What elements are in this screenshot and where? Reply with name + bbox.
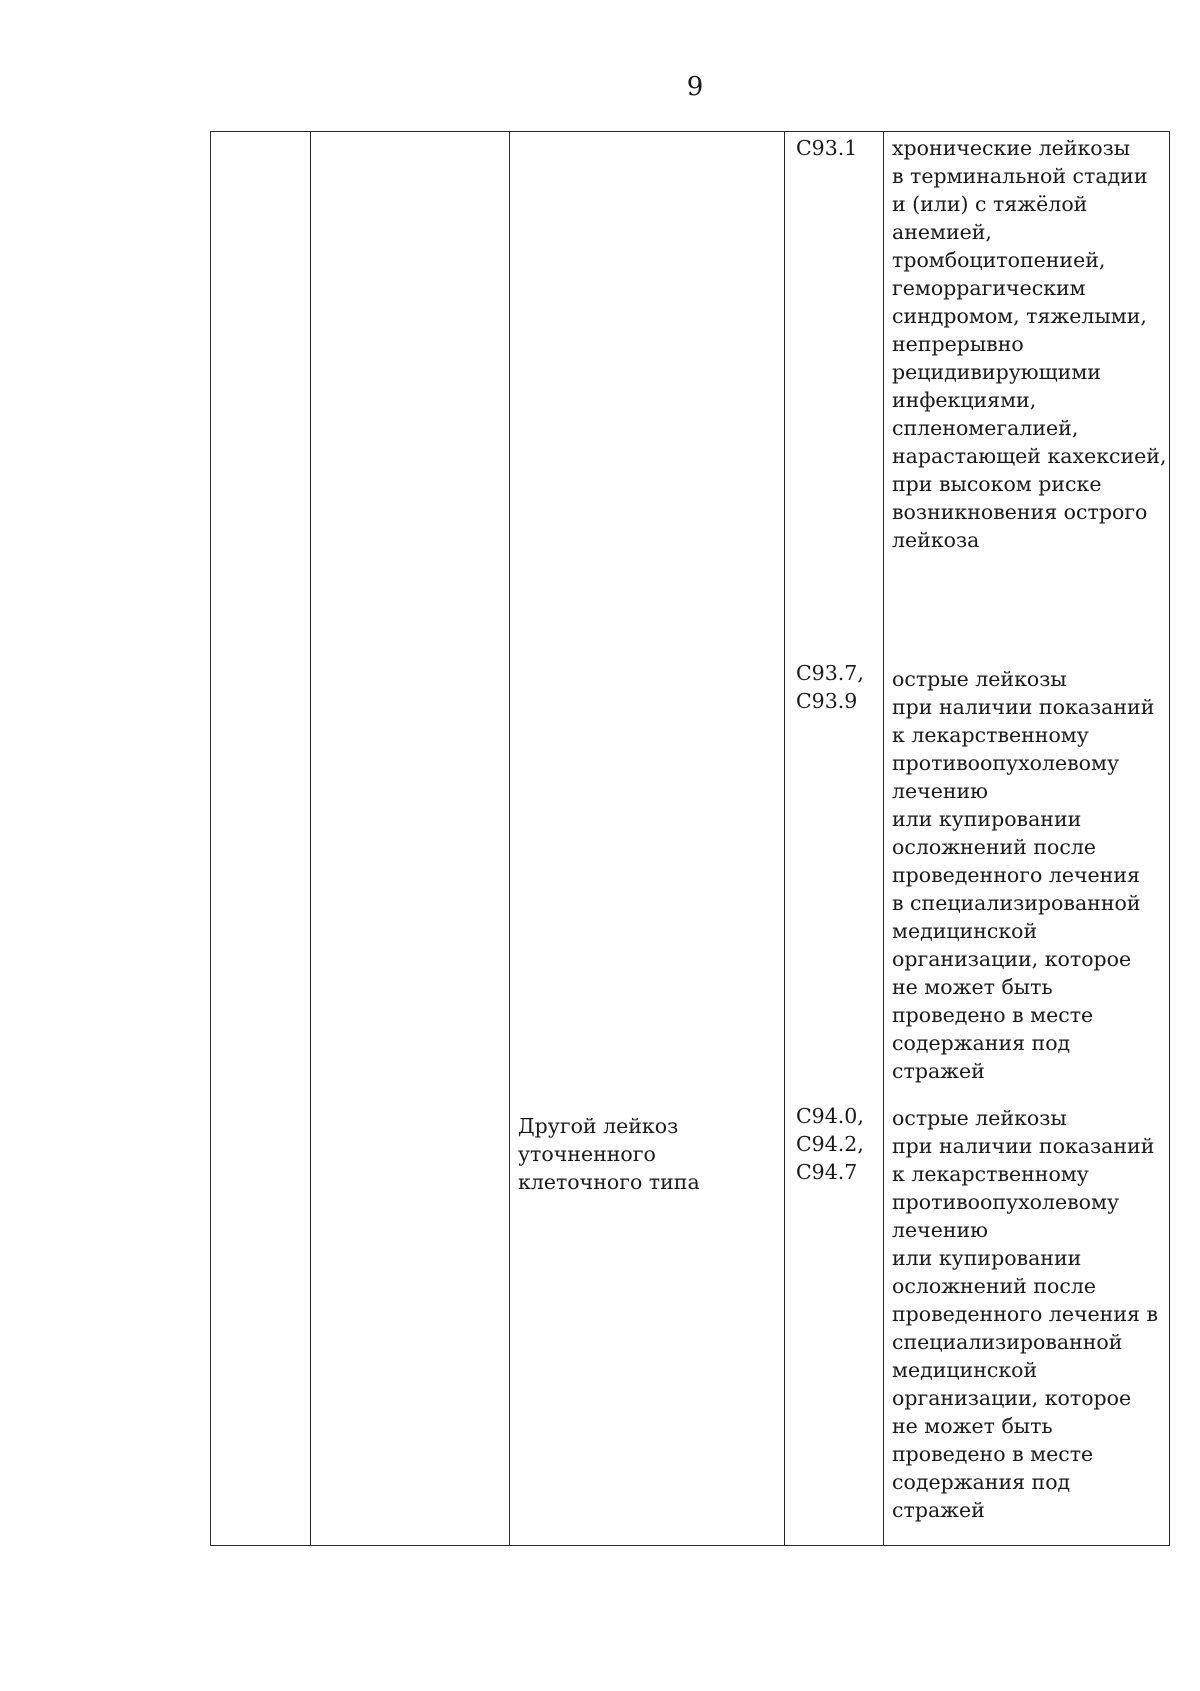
column-divider-2	[509, 132, 510, 1545]
row-2-codes: C93.7, C93.9	[796, 661, 864, 713]
row-3-description: острые лейкозы при наличии показаний к лекарственному противоопухолевому лечению или купировании осложнений после проведенного лечения в специализированной медицинской организации, которое не может быть проведено в месте содержания под стражей	[892, 1106, 1158, 1522]
row-2-description: острые лейкозы при наличии показаний к лекарственному противоопухолевому лечению или купировании осложнений после проведенного лечения в специализированной медицинской организации, которое не может быть проведено в месте содержания под стражей	[892, 667, 1155, 1083]
row-3-disease: Другой лейкоз уточненного клеточного типа	[518, 1114, 700, 1194]
data-table	[210, 131, 1170, 1546]
column-divider-1	[310, 132, 311, 1545]
column-divider-3	[784, 132, 785, 1545]
page-number: 9	[686, 72, 704, 102]
row-1-codes: C93.1	[796, 136, 858, 160]
row-1-description: хронические лейкозы в терминальной стадии и (или) с тяжёлой анемией, тромбоцитопенией, геморрагическим синдромом, тяжелыми, непрерывно рецидивирующими инфекциями, спленомегалией, нарастающей кахексией, при высоком риске возникновения острого лейкоза	[892, 136, 1167, 552]
column-divider-4	[883, 132, 884, 1545]
row-3-codes: C94.0, C94.2, C94.7	[796, 1104, 864, 1184]
